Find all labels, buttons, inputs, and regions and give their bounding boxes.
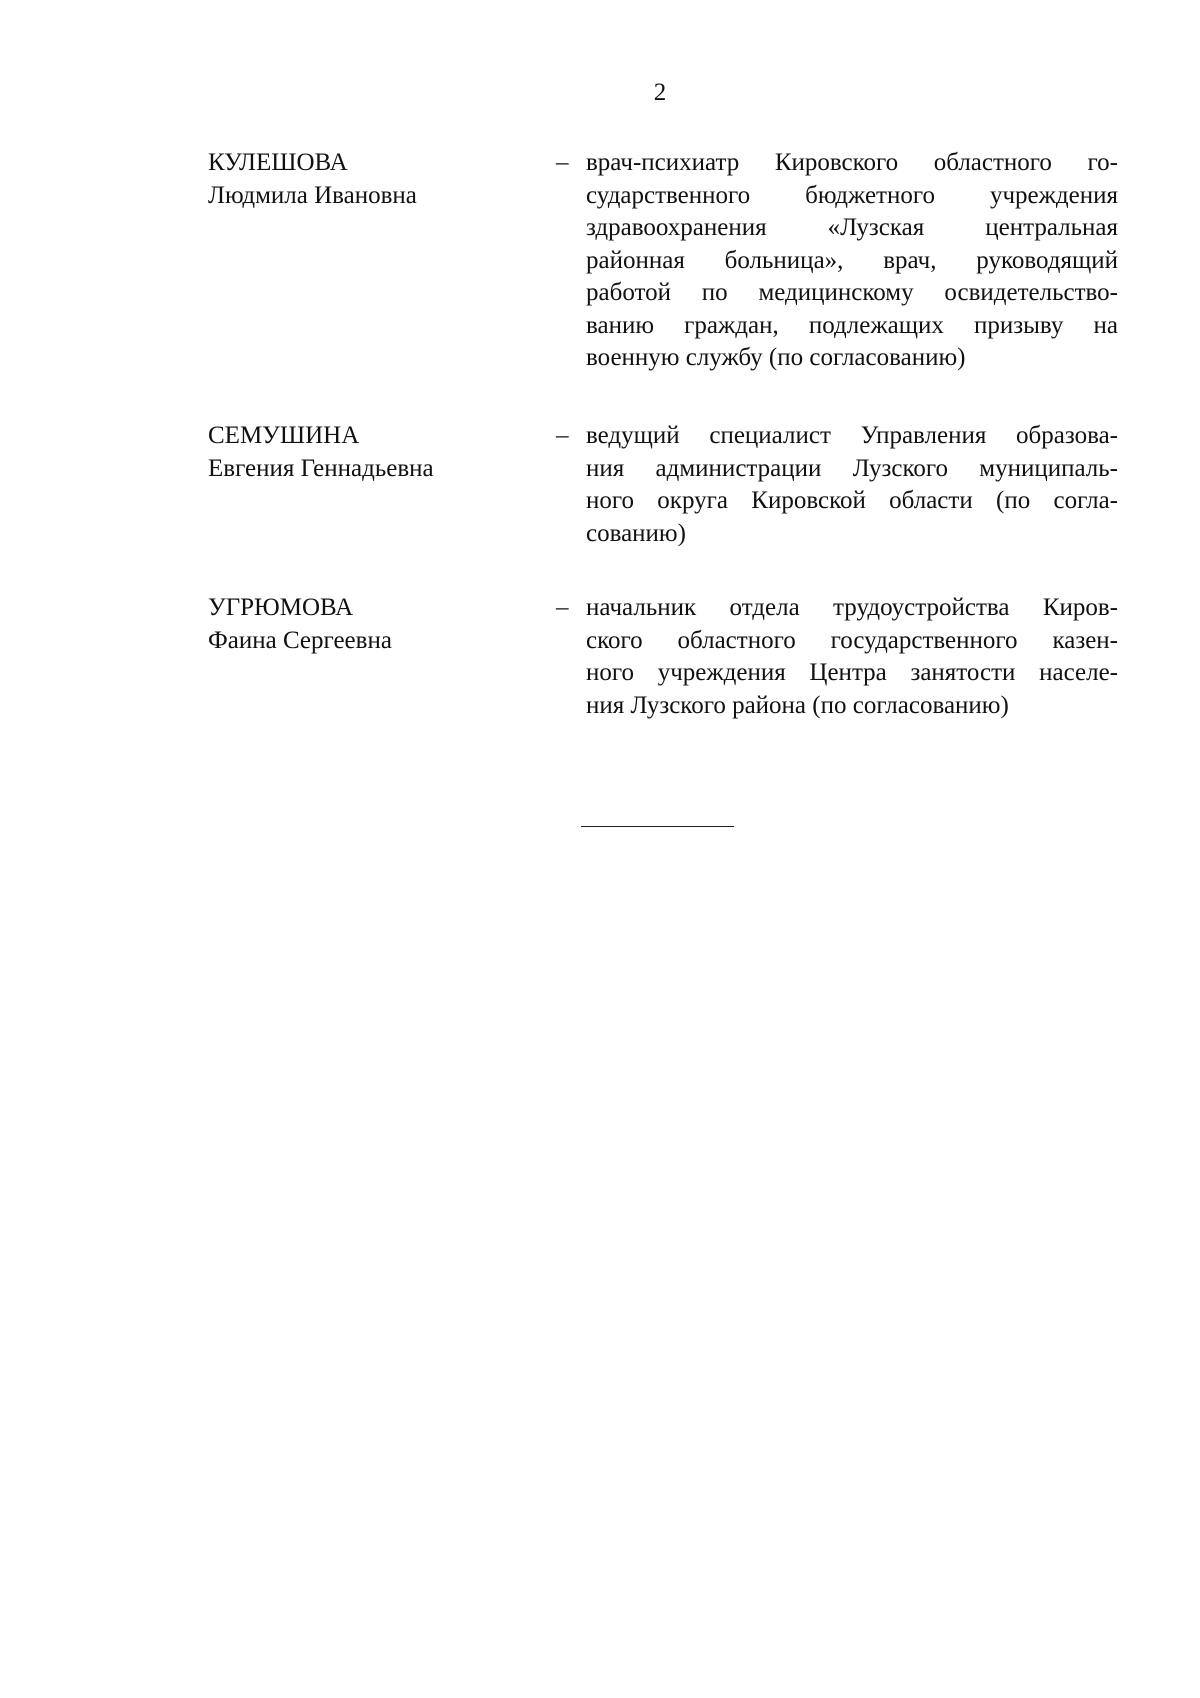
role-line: сударственного бюджетного учреждения (586, 181, 1118, 209)
role-line: ского областного государственного казен- (586, 626, 1118, 654)
role-line: ного округа Кировской области (по согла- (586, 487, 1118, 514)
role-line: ния администрации Лузского муниципаль- (586, 454, 1118, 482)
member-given-names: Людмила Ивановна (208, 181, 417, 209)
role-line: ванию граждан, подлежащих призыву на (586, 311, 1118, 339)
entry-dash: – (556, 422, 569, 449)
role-line: ведущий специалист Управления образова- (586, 422, 1118, 449)
member-name (208, 420, 538, 485)
role-line: начальник отдела трудоустройства Киров- (586, 594, 1118, 621)
member-given-names: Евгения Геннадьевна (208, 454, 434, 482)
role-line: здравоохранения «Лузская центральная (586, 214, 1118, 241)
member-surname: УГРЮМОВА (208, 594, 354, 621)
member-surname: КУЛЕШОВА (208, 149, 348, 176)
role-line: работой по медицинскому освидетельство- (586, 279, 1118, 306)
role-line: сованию) (586, 519, 686, 547)
member-name (208, 147, 538, 212)
member-given-names: Фаина Сергеевна (208, 626, 392, 654)
member-surname: СЕМУШИНА (208, 422, 360, 449)
member-role (586, 592, 1118, 722)
member-role (586, 147, 1118, 375)
role-line: ния Лузского района (по согласованию) (586, 691, 1009, 719)
entry-dash: – (556, 594, 569, 621)
member-name (208, 592, 538, 657)
member-role (586, 420, 1118, 550)
entry-dash: – (556, 149, 569, 176)
role-line: районная больница», врач, руководящий (586, 246, 1118, 274)
page-number: 2 (653, 79, 667, 106)
role-line: военную службу (по согласованию) (586, 344, 966, 371)
role-line: врач-психиатр Кировского областного го- (586, 149, 1118, 176)
end-of-list-rule (581, 826, 734, 827)
role-line: ного учреждения Центра занятости населе- (586, 659, 1118, 686)
